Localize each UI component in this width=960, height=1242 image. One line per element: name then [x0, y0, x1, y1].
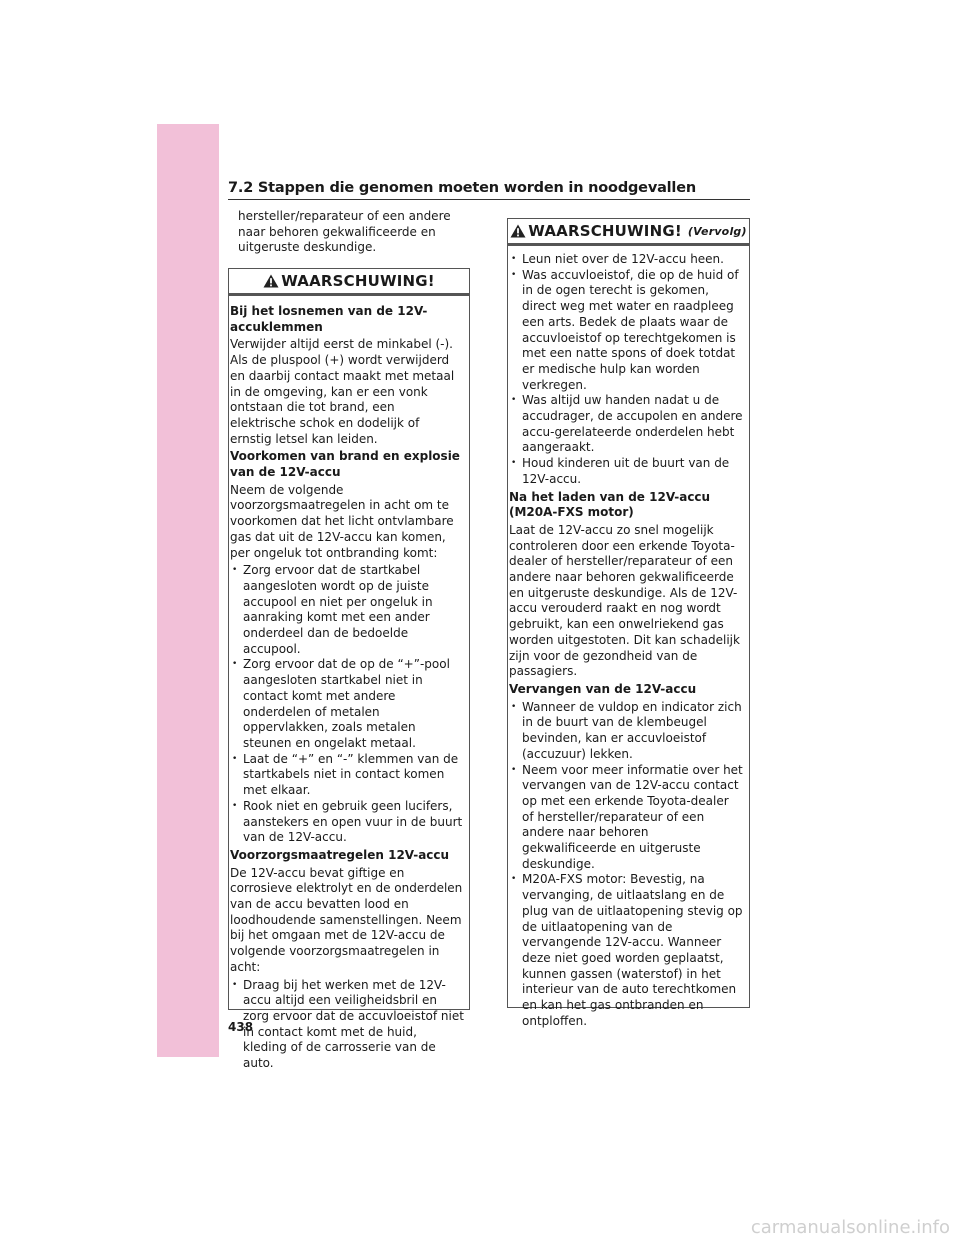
list-item: • M20A-FXS motor: Bevestig, na vervanging, de uitlaatslang en de plug van de uitlaatopening stevig op de uitlaatopening van de vervangende 12V-accu. Wanneer deze niet goed worden geplaatst, kunnen gassen (waterstof) in het interieur van de auto terechtkomen en kan het gas ontbranden en ontploffen.: [509, 872, 744, 1029]
warning-triangle-icon: [510, 224, 526, 238]
warning-title: WAARSCHUWING!: [281, 272, 435, 290]
warning-header: [229, 269, 469, 296]
list-item: • Wanneer de vuldop en indicator zich in de buurt van de klembeugel bevinden, kan er accuvloeistof (accuzuur) lekken.: [509, 700, 744, 763]
list-item: • Houd kinderen uit de buurt van de 12V-accu.: [509, 456, 744, 487]
continued-label: (Vervolg): [687, 224, 747, 238]
list-item: • Was accuvloeistof, die op de huid of in de ogen terecht is gekomen, direct weg met water en raadpleeg een arts. Bedek de plaats waar de accuvloeistof op terechtgekomen is met een natte spons of doek totdat er medische hulp kan worden verkregen.: [509, 268, 744, 394]
paragraph: De 12V-accu bevat giftige en corrosieve elektrolyt en de onderdelen van de accu bevatten lood en loodhoudende samenstellingen. Neem bij het omgaan met de 12V-accu de volgende voorzorgsmaatregelen in acht:: [230, 865, 463, 974]
warning-title: WAARSCHUWING!: [528, 222, 682, 240]
bullet-list: [230, 978, 464, 1072]
list-item: • Was altijd uw handen nadat u de accudrager, de accupolen en andere accu-gerelateerde onderdelen hebt aangeraakt.: [509, 393, 744, 456]
subheading: Vervangen van de 12V-accu: [509, 681, 697, 696]
watermark: carmanualsonline.info: [750, 1217, 950, 1238]
list-item: • Zorg ervoor dat de startkabel aangesloten wordt op de juiste accupool en niet per ongeluk in aanraking komt met een ander onderdeel dan de bedoelde accupool.: [230, 563, 464, 657]
list-item: • Leun niet over de 12V-accu heen.: [509, 252, 744, 268]
subheading: Na het laden van de 12V-accu (M20A-FXS motor): [509, 489, 711, 520]
warning-box-right: [507, 218, 750, 1028]
warning-triangle-icon: [263, 274, 279, 288]
list-item: • Neem voor meer informatie over het vervangen van de 12V-accu contact op met een erkende Toyota-dealer of hersteller/reparateur of een andere naar behoren gekwalificeerde en uitgeruste deskundige.: [509, 763, 744, 873]
paragraph: Laat de 12V-accu zo snel mogelijk controleren door een erkende Toyota-dealer of hersteller/reparateur of een andere naar behoren gekwalificeerde en uitgeruste deskundige. Als de 12V-accu verouderd raakt en nog wordt gebruikt, kan een onwelriekend gas worden uitgestoten. Dit kan schadelijk zijn voor de gezondheid van de passagiers.: [509, 522, 740, 679]
warning-body: [508, 246, 749, 1029]
list-item: • Rook niet en gebruik geen lucifers, aanstekers en open vuur in de buurt van de 12V-accu.: [230, 799, 464, 846]
list-item: • Draag bij het werken met de 12V-accu altijd een veiligheidsbril en zorg ervoor dat de accuvloeistof niet in contact komt met de huid, kleding of de carrosserie van de auto.: [230, 978, 464, 1072]
bullet-list: [509, 252, 744, 488]
subheading: Bij het losnemen van de 12V-accuklemmen: [230, 304, 428, 334]
section-header: 7.2 Stappen die genomen moeten worden in noodgevallen: [228, 180, 750, 200]
warning-header: [508, 219, 749, 246]
list-item: • Zorg ervoor dat de op de “+”-pool aangesloten startkabel niet in contact komt met andere onderdelen of metalen oppervlakken, zoals metalen steunen en ongelakt metaal.: [230, 657, 464, 751]
subheading: Voorkomen van brand en explosie van de 12V-accu: [230, 449, 460, 480]
warning-body: [229, 296, 469, 1072]
bullet-list: [509, 700, 744, 1030]
list-item: • Laat de “+” en “-” klemmen van de startkabels niet in contact komen met elkaar.: [230, 752, 464, 799]
paragraph: Neem de volgende voorzorgsmaatregelen in acht om te voorkomen dat het licht ontvlambare gas dat uit de 12V-accu kan komen, per ongeluk tot ontbranding komt:: [230, 482, 454, 560]
paragraph: Verwijder altijd eerst de minkabel (-). Als de pluspool (+) wordt verwijderd en daarbij contact maakt met metaal in de omgeving, kan er een vonk ontstaan die tot brand, een elektrische schok en dodelijk of ernstig letsel kan leiden.: [230, 337, 455, 446]
page-number: 438: [228, 1020, 254, 1034]
chapter-side-tab: [157, 124, 219, 1057]
intro-paragraph: hersteller/reparateur of een andere naar behoren gekwalificeerde en uitgeruste deskundige.: [238, 209, 451, 255]
bullet-list: [230, 563, 464, 846]
subheading: Voorzorgsmaatregelen 12V-accu: [230, 847, 450, 862]
